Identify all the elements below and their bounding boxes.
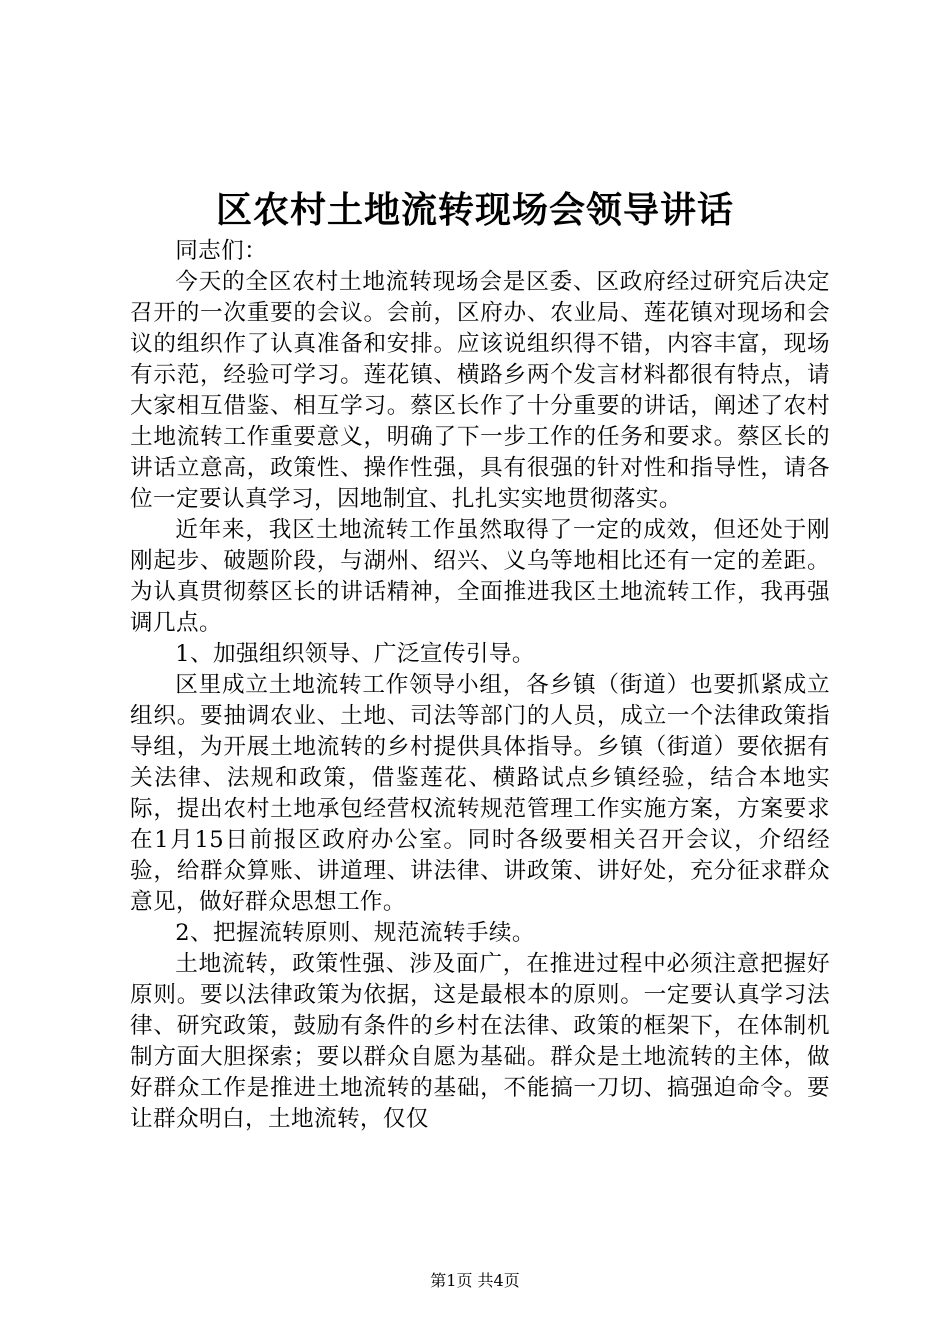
paragraph: 土地流转，政策性强、涉及面广，在推进过程中必须注意把握好原则。要以法律政策为依据，这是最根本的原则。一定要认真学习法律、研究政策，鼓励有条件的乡村在法律、政策的框架下，在体制机制方面大胆探索；要以群众自愿为基础。群众是土地流转的主体，做好群众工作是推进土地流转的基础，不能搞一刀切、搞强迫命令。要让群众明白，土地流转，仅仅 [130,951,830,1132]
document-title: 区农村土地流转现场会领导讲话 [215,189,734,231]
paragraph: 近年来，我区土地流转工作虽然取得了一定的成效，但还处于刚刚起步、破题阶段，与湖州、绍兴、义乌等地相比还有一定的差距。为认真贯彻蔡区长的讲话精神，全面推进我区土地流转工作，我再强调几点。 [130,517,830,636]
paragraph: 今天的全区农村土地流转现场会是区委、区政府经过研究后决定召开的一次重要的会议。会前，区府办、农业局、莲花镇对现场和会议的组织作了认真准备和安排。应该说组织得不错，内容丰富，现场有示范，经验可学习。莲花镇、横路乡两个发言材料都很有特点，请大家相互借鉴、相互学习。蔡区长作了十分重要的讲话，阐述了农村土地流转工作重要意义，明确了下一步工作的任务和要求。蔡区长的讲话立意高，政策性、操作性强，具有很强的针对性和指导性，请各位一定要认真学习，因地制宜、扎扎实实地贯彻落实。 [130,269,830,512]
section-heading: 2、把握流转原则、规范流转手续。 [175,920,535,946]
paragraph: 区里成立土地流转工作领导小组，各乡镇（街道）也要抓紧成立组织。要抽调农业、土地、司法等部门的人员，成立一个法律政策指导组，为开展土地流转的乡村提供具体指导。乡镇（街道）要依据有关法律、法规和政策，借鉴莲花、横路试点乡镇经验，结合本地实际，提出农村土地承包经营权流转规范管理工作实施方案，方案要求在1月15日前报区政府办公室。同时各级要相关召开会议，介绍经验，给群众算账、讲道理、讲法律、讲政策、讲好处，充分征求群众意见，做好群众思想工作。 [130,672,830,915]
document-body [130,236,830,1135]
section-heading: 1、加强组织领导、广泛宣传引导。 [175,641,535,667]
salutation: 同志们： [175,238,268,264]
page-footer: 第1页 共4页 [430,1271,520,1290]
